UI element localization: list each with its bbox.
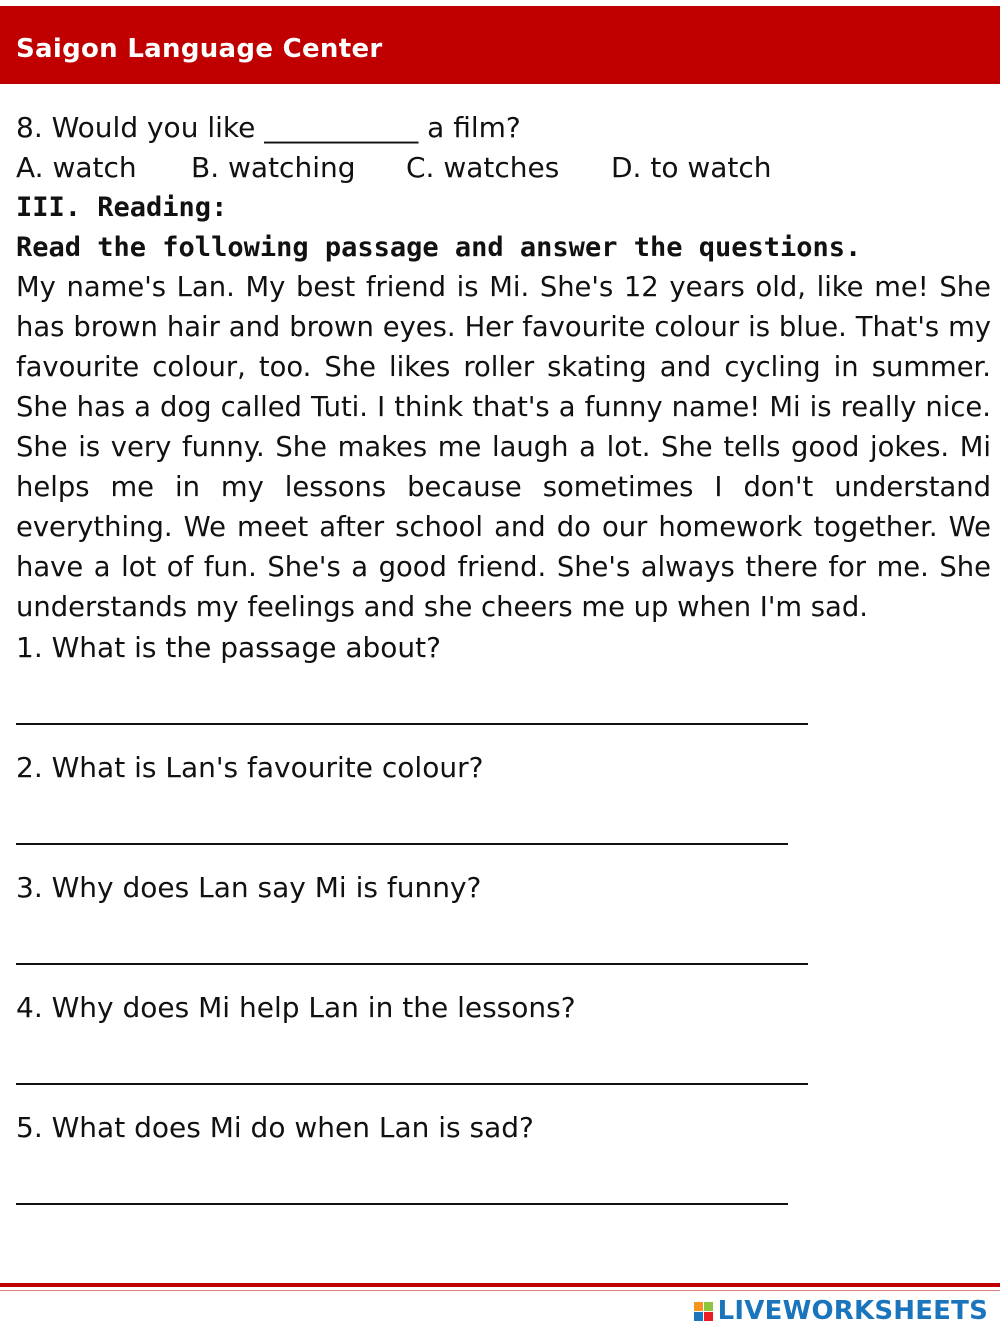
answer-field-2[interactable] <box>16 788 991 868</box>
footer-divider <box>0 1283 1000 1287</box>
liveworksheets-logo-icon <box>694 1300 714 1322</box>
worksheet-content <box>16 108 991 1228</box>
brand-name: LIVEWORKSHEETS <box>717 1296 988 1326</box>
header-bar <box>0 6 1000 84</box>
option-c[interactable]: C. watches <box>406 151 560 184</box>
answer-field-4[interactable] <box>16 1028 991 1108</box>
reading-question-4: 4. Why does Mi help Lan in the lessons? <box>16 991 576 1024</box>
answer-field-5[interactable] <box>16 1148 991 1228</box>
brand-logo[interactable] <box>694 1294 988 1328</box>
question-8: 8. Would you like ___________ a film? <box>16 111 521 144</box>
answer-underline <box>16 1203 788 1205</box>
footer-divider-thin <box>0 1290 1000 1291</box>
reading-question-2: 2. What is Lan's favourite colour? <box>16 751 484 784</box>
option-a[interactable]: A. watch <box>16 151 137 184</box>
reading-question-5: 5. What does Mi do when Lan is sad? <box>16 1111 534 1144</box>
answer-underline <box>16 843 788 845</box>
answer-underline <box>16 1083 808 1085</box>
option-b[interactable]: B. watching <box>191 151 356 184</box>
question-8-options <box>16 148 991 188</box>
answer-underline <box>16 963 808 965</box>
reading-question-3: 3. Why does Lan say Mi is funny? <box>16 871 482 904</box>
answer-field-1[interactable] <box>16 668 991 748</box>
page-title: Saigon Language Center <box>16 34 383 64</box>
option-d[interactable]: D. to watch <box>611 151 772 184</box>
reading-passage: My name's Lan. My best friend is Mi. She's 12 years old, like me! She has brown hair and brown eyes. Her favourite colour is blue. That's my favourite colour, too. She likes roller skating and cycling in summer. She has a dog called Tuti. I think that's a funny name! Mi is really nice. She is very funny. She makes me laugh a lot. She tells good jokes. Mi helps me in my lessons because sometimes I don't understand everything. We meet after school and do our homework together. We have a lot of fun. She's a good friend. She's always there for me. She understands my feelings and she cheers me up when I'm sad. <box>16 272 991 623</box>
reading-question-1: 1. What is the passage about? <box>16 631 442 664</box>
reading-instruction: Read the following passage and answer the questions. <box>16 232 862 263</box>
answer-field-3[interactable] <box>16 908 991 988</box>
answer-underline <box>16 723 808 725</box>
section-title: III. Reading: <box>16 192 228 223</box>
